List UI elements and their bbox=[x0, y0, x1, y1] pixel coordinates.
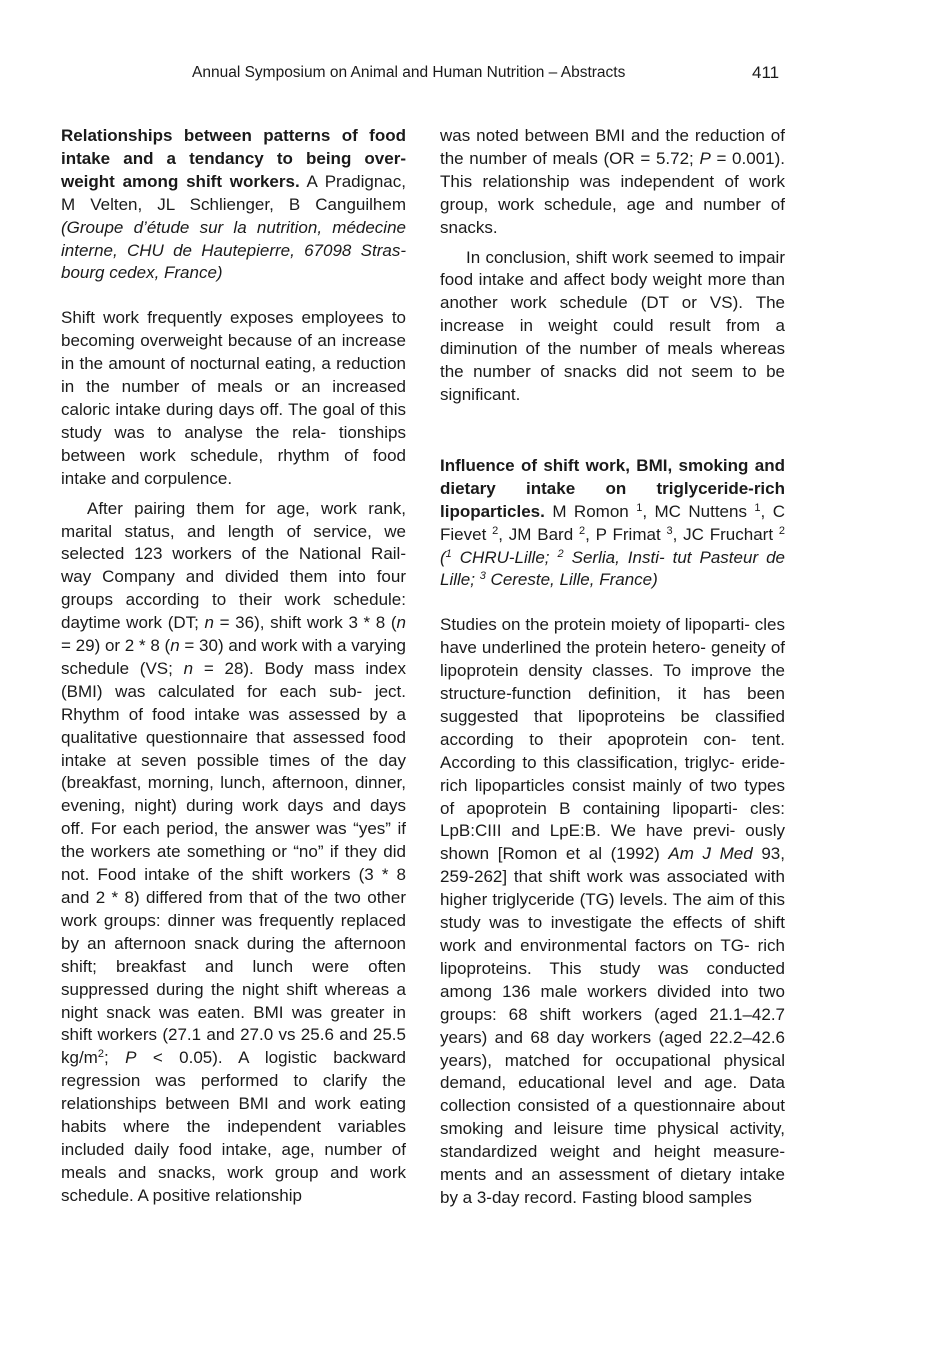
text-run: = 28). Body mass index (BMI) was calculated for each sub- ject. Rhythm of food intake was assessed by a qualitative questionnaire that assessed food intake at seven possible times of the day (breakfast, morning, lunch, afternoon, dinner, evening, night) during work days and days off. For each period, the answer was “yes” if the workers ate something or “no” if they did not. Food intake of the shift workers (3 * 8 and 2 * 8) differed from that of the two other work groups: dinner was frequently replaced by an afternoon snack during the afternoon shift; breakfast and lunch were often suppressed during the night shift whereas a night snack was eaten. BMI was greater in shift workers (27.1 and 27.0 vs 25.6 and 25.5 kg/m bbox=[61, 658, 407, 1068]
text-run: Studies on the protein moiety of lipoparti- cles have underlined the protein hetero- geneity of lipoprotein density classes. To improve the structure-function definition, it has been suggested that lipoproteins be classified according to their apoprotein con- tent. According to this classification, triglyc- eride-rich lipoparticles consist mainly of two types of apoprotein B containing lipoparti- cles: LpB:CIII and LpE:B. We have previ- ously shown [Romon et al (1992) bbox=[440, 615, 785, 864]
text-run: Serlia, Insti- tut Pasteur de Lille; bbox=[440, 547, 785, 590]
superscript: 2 bbox=[492, 524, 499, 537]
abstract-1-affiliation: (Groupe d’étude sur la nutrition, médecine interne, CHU de Hautepierre, 67098 Stras- bourg cedex, France) bbox=[61, 217, 406, 283]
abstract-1-title: Relationships between patterns of food intake and a tendancy to being over- weight among shift workers. bbox=[61, 126, 406, 191]
text-run: = 0.001). This relationship was independent of work group, work schedule, age and number of snacks. bbox=[440, 148, 785, 237]
spacer bbox=[440, 240, 785, 247]
abstract-1-paragraph-2 bbox=[61, 498, 406, 1208]
author: , JC Fruchart bbox=[672, 524, 779, 544]
text-run: was noted between BMI and the reduction of the number of meals (OR = 5.72; bbox=[440, 126, 785, 168]
page-header bbox=[0, 64, 930, 88]
text-run: 93, 259-262] that shift work was associated with higher triglyceride (TG) levels. The aim of this study was to investigate the effects of shift work and environmental factors on TG- rich lipoproteins. This study was conducted among 136 male workers divided into two groups: 68 shift workers (aged 21.1–42.7 years) and 68 day workers (aged 22.2–42.6 years), matched for occupational physical demand, educational level and age. Data collection consisted of a questionnaire about smoking and leisure time physical activity, standardized weight and height measure- ments and an assessment of dietary intake by a 3-day record. Fasting blood samples bbox=[440, 844, 785, 1207]
italic-n: n bbox=[170, 636, 180, 656]
italic-n: n bbox=[183, 658, 194, 678]
text-run: After pairing them for age, work rank, marital status, and length of service, we selected 123 workers of the National Rail- way Company and divided them into four groups according to their work schedule: daytime work (DT; bbox=[61, 498, 406, 633]
superscript: 1 bbox=[636, 501, 643, 514]
spacer bbox=[61, 491, 406, 498]
author: M Romon bbox=[552, 501, 637, 521]
right-column bbox=[440, 125, 785, 1210]
author: , MC Nuttens bbox=[642, 501, 755, 521]
abstract-2-heading bbox=[440, 455, 785, 592]
author: , C Fievet bbox=[440, 501, 785, 544]
superscript: 3 bbox=[479, 570, 486, 583]
superscript: 2 bbox=[579, 524, 586, 537]
superscript: 2 bbox=[778, 524, 785, 537]
superscript: 2 bbox=[97, 1048, 104, 1061]
italic-n: n bbox=[204, 613, 214, 633]
abstract-1-heading bbox=[61, 125, 406, 285]
author: , JM Bard bbox=[498, 524, 579, 544]
abstract-1-paragraph-1: Shift work frequently exposes employees to becoming overweight because of an increase in the amount of nocturnal eating, a reduction in the number of meals or an increased caloric intake during days off. The goal of this study was to analyse the rela- tionships between work schedule, rhythm of food intake and corpulence. bbox=[61, 308, 406, 488]
text-run: = 36), shift work 3 * 8 ( bbox=[213, 613, 397, 633]
italic-n: n bbox=[396, 613, 407, 633]
superscript: 3 bbox=[666, 524, 673, 537]
abstract-2-affiliation bbox=[440, 548, 785, 590]
journal-name: Am J Med bbox=[668, 844, 753, 864]
text-run: = 30) and work with a varying schedule (VS; bbox=[61, 636, 407, 678]
running-head: Annual Symposium on Animal and Human Nutrition – Abstracts bbox=[192, 64, 626, 81]
abstract-1-authors: A Pradignac, M Velten, JL Schlienger, B Canguilhem bbox=[61, 171, 406, 214]
text-run: ; bbox=[103, 1048, 126, 1068]
abstract-1-paragraph-4: In conclusion, shift work seemed to impair food intake and affect body weight more than another work schedule (DT or VS). The increase in weight could result from a diminution of the number of meals whereas the number of snacks did not seem to be significant. bbox=[440, 247, 785, 404]
superscript: 1 bbox=[754, 501, 761, 514]
spacer bbox=[440, 407, 785, 455]
italic-p: P bbox=[125, 1048, 137, 1068]
text-run: < 0.05). A logistic backward regression was performed to clarify the relationships between BMI and work eating habits where the independent variables included daily food intake, age, number of meals and snacks, work group and work schedule. A positive relationship bbox=[61, 1048, 406, 1205]
text-run: ( bbox=[440, 547, 446, 567]
author: , P Frimat bbox=[585, 524, 667, 544]
abstract-2-body bbox=[440, 614, 785, 1210]
text-run: CHRU-Lille; bbox=[451, 547, 558, 567]
text-run: Cereste, Lille, France) bbox=[485, 570, 658, 590]
spacer bbox=[440, 592, 785, 614]
spacer bbox=[61, 285, 406, 307]
abstract-2-title: Influence of shift work, BMI, smoking and dietary intake on triglyceride-rich lipoparticles. bbox=[440, 455, 785, 521]
superscript: 1 bbox=[445, 547, 452, 560]
page-number: 411 bbox=[752, 63, 780, 82]
italic-p: P bbox=[699, 148, 711, 168]
left-column bbox=[61, 125, 406, 1208]
abstract-1-paragraph-3 bbox=[440, 125, 785, 240]
superscript: 2 bbox=[557, 547, 564, 560]
text-run: = 29) or 2 * 8 ( bbox=[61, 636, 171, 656]
